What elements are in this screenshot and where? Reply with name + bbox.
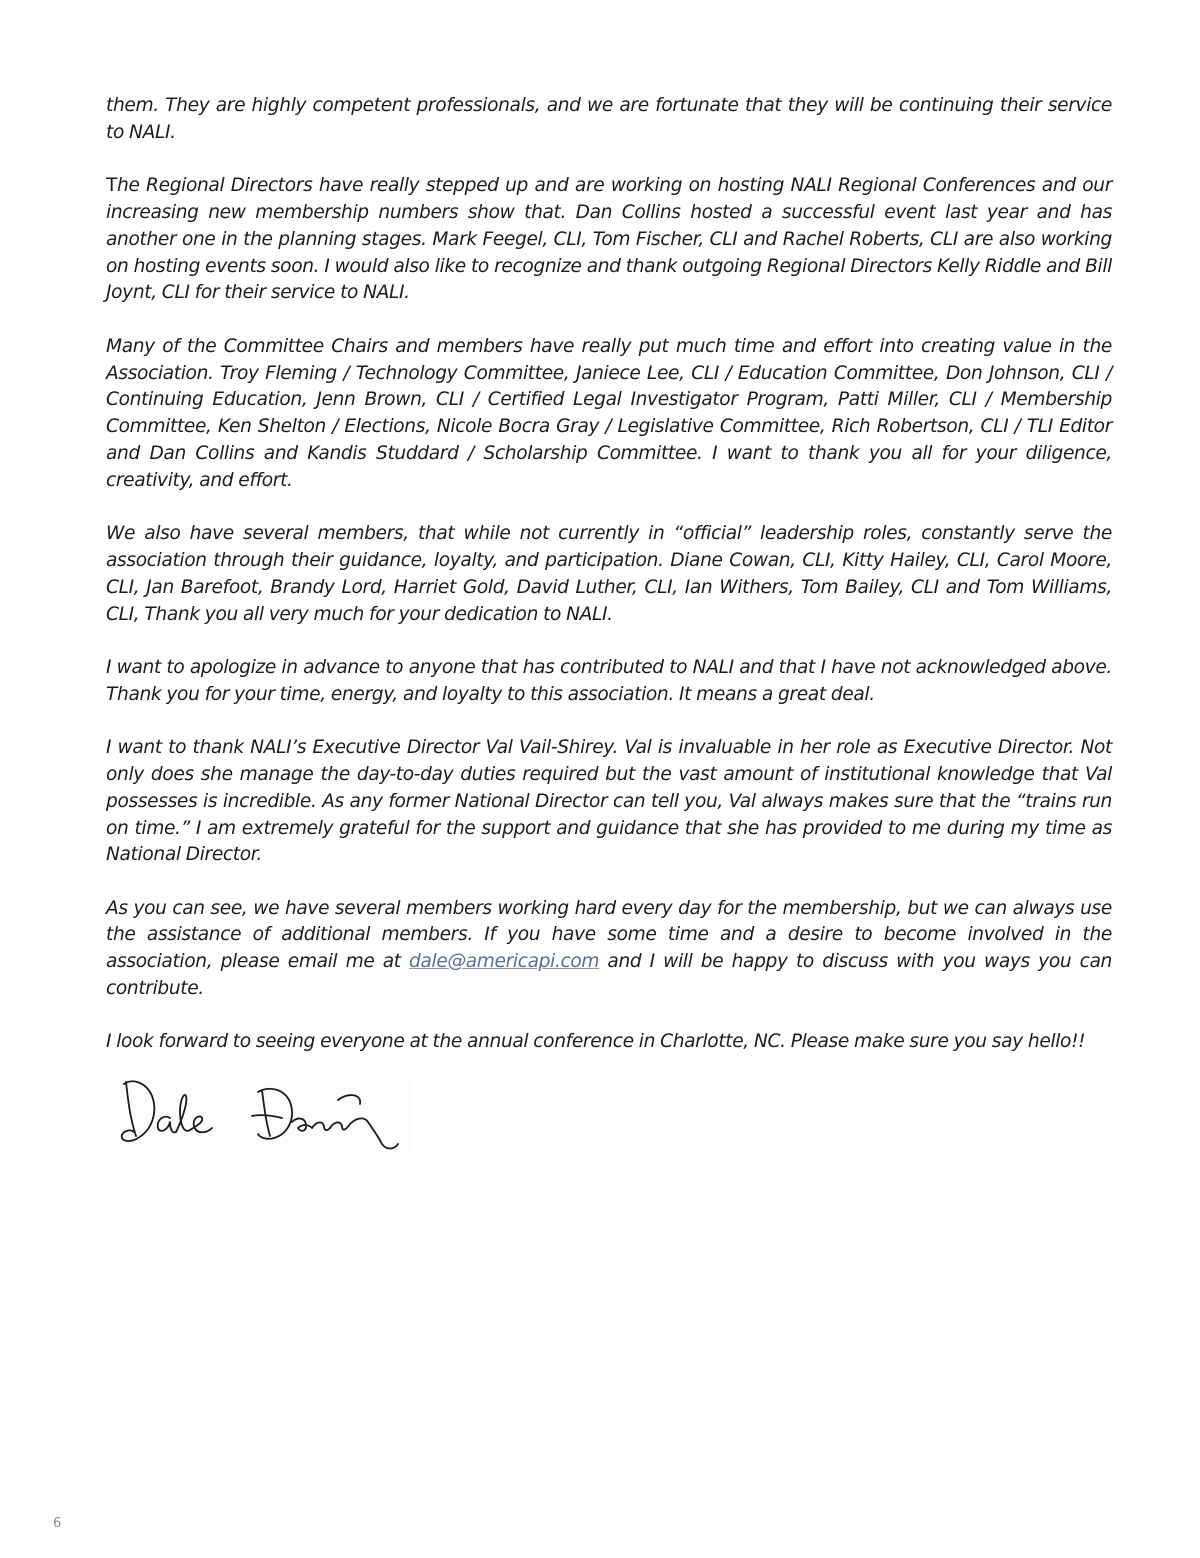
paragraph-apology <box>106 655 1112 709</box>
paragraph-initial-letter: T <box>106 175 118 197</box>
paragraph-text: I want to apologize in advance to anyone that has contributed to NALI and that I have not acknowledged above. Thank you for your time, energy, and loyalty to this association. It means a great deal. <box>106 656 1112 705</box>
email-link[interactable]: dale@americapi.com <box>409 951 600 973</box>
paragraph-text: Many of the Committee Chairs and members have really put much time and effort into creating value in the Association. Troy Fleming / Technology Committee, Janiece Lee, CLI / Education Committee, Don Johnson, CLI / Continuing Education, Jenn Brown, CLI / Certified Legal Investigator Program, Patti Miller, CLI / Membership Committee, Ken Shelton / Elections, Nicole Bocra Gray / Legislative Committee, Rich Robertson, CLI / TLI Editor and Dan Collins and Kandis Studdard / Scholarship Committee. I want to thank you all for your diligence, creativity, and effort. <box>106 335 1112 491</box>
paragraph-committee-chairs <box>106 334 1112 495</box>
signature-icon <box>112 1074 412 1158</box>
paragraph-closing <box>106 1029 1112 1056</box>
paragraph-involvement <box>106 896 1112 1003</box>
paragraph-members-thanks <box>106 521 1112 628</box>
paragraph-text: As you can see, we have several members working hard every day for the membership, but we can always use the assistance of additional members. If you have some time and a desire to become involved in the association, please email me at <box>106 897 1112 973</box>
paragraph-executive-director <box>106 735 1112 869</box>
page-number: 6 <box>53 1516 62 1531</box>
paragraph-text: We also have several members, that while not currently in “official” leadership roles, constantly serve the association through their guidance, loyalty, and participation. Diane Cowan, CLI, Kitty Hailey, CLI, Carol Moore, CLI, Jan Barefoot, Brandy Lord, Harriet Gold, David Luther, CLI, Ian Withers, Tom Bailey, CLI and Tom Williams, CLI, Thank you all very much for your dedication to NALI. <box>106 523 1112 625</box>
letter-body <box>106 93 1112 1056</box>
paragraph-text: them. They are highly competent professionals, and we are fortunate that they will be continuing their service to NALI. <box>106 95 1112 143</box>
paragraph-regional-directors <box>106 173 1112 307</box>
paragraph-text: he Regional Directors have really stepped up and are working on hosting NALI Regional Conferences and our increasing new membership numbers show that. Dan Collins hosted a successful event last year and has another one in the planning stages. Mark Feegel, CLI, Tom Fischer, CLI and Rachel Roberts, CLI are also working on hosting events soon. I would also like to recognize and thank outgoing Regional Directors Kelly Riddle and Bill Joynt, CLI for their service to NALI. <box>106 175 1112 304</box>
paragraph-text: I want to thank NALI’s Executive Director Val Vail-Shirey. Val is invaluable in her role as Executive Director. Not only does she manage the day-to-day duties required but the vast amount of institutional knowledge that Val possesses is incredible. As any former National Director can tell you, Val always makes sure that the “trains run on time.” I am extremely grateful for the support and guidance that she has provided to me during my time as National Director. <box>106 737 1112 866</box>
signature <box>112 1074 412 1158</box>
paragraph-text: and I will be happy to discuss with you ways you can contribute. <box>106 951 1112 1000</box>
paragraph-text: I look forward to seeing everyone at the annual conference in Charlotte, NC. Please make sure you say hello!! <box>106 1031 1086 1053</box>
paragraph-staff-thanks <box>106 93 1112 147</box>
